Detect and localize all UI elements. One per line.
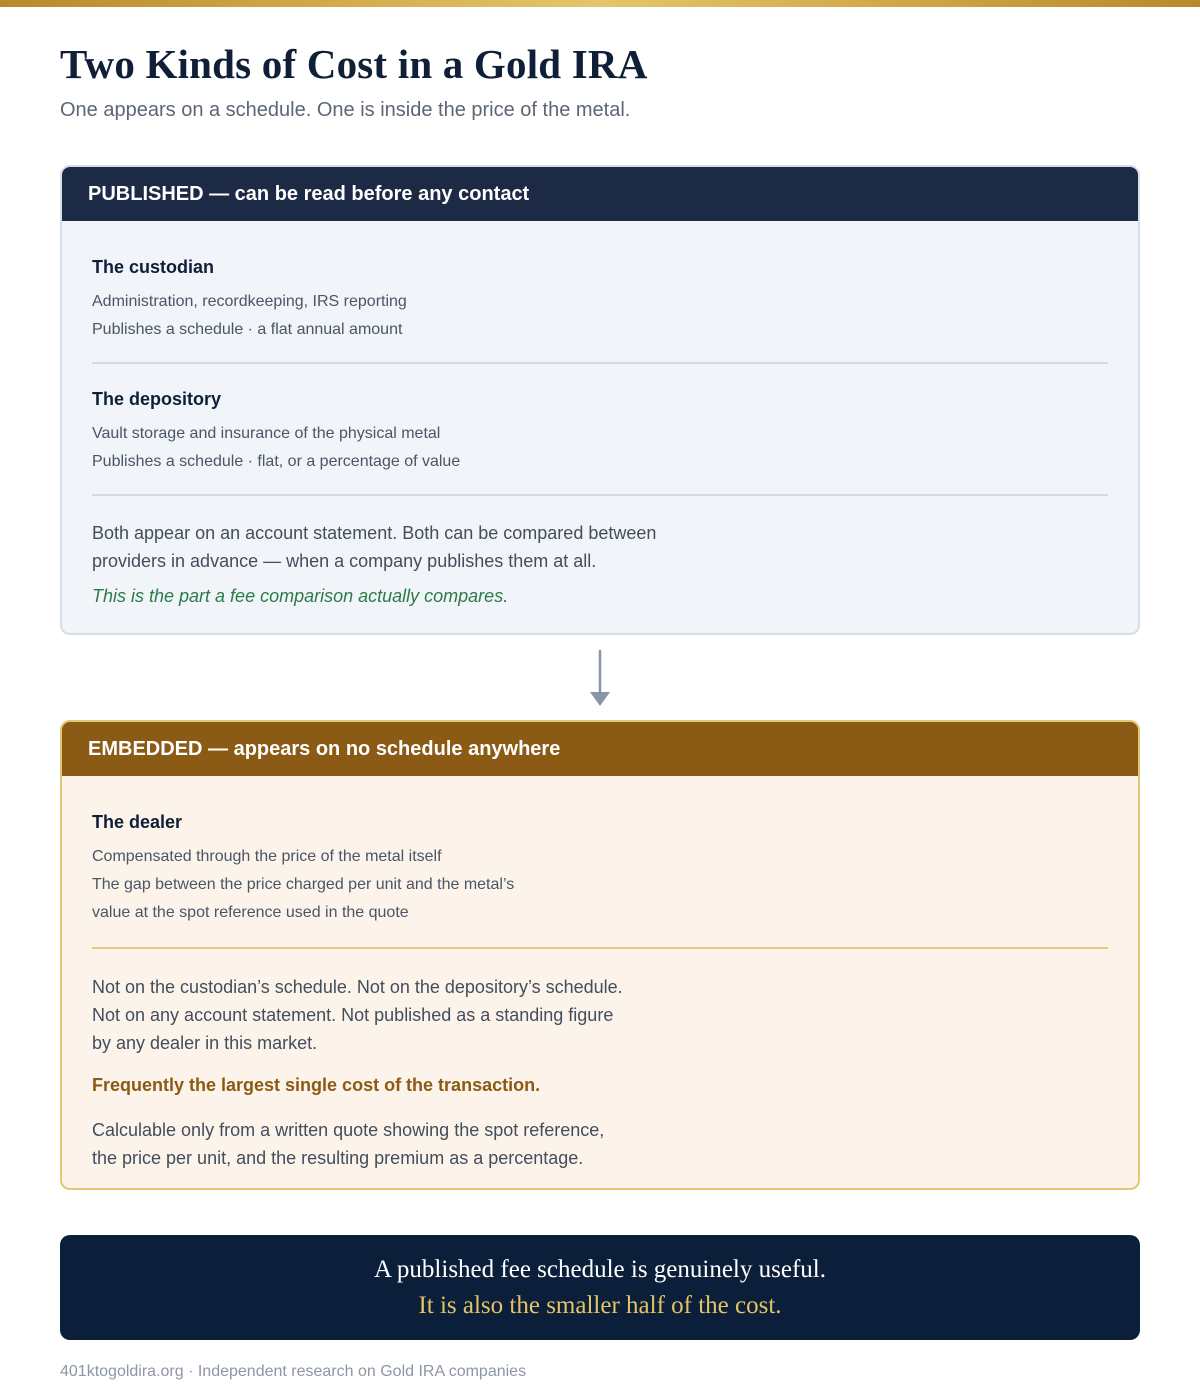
- dealer-line-2: The gap between the price charged per unit and the metal’s: [92, 876, 515, 893]
- dealer-line-1: Compensated through the price of the metal itself: [92, 848, 442, 865]
- site-credit: 401ktogoldira.org · Independent research on Gold IRA companies: [60, 1363, 527, 1380]
- conclusion-line-1: A published fee schedule is genuinely useful.: [374, 1256, 826, 1283]
- embedded-summary-line-2: Not on any account statement. Not published as a standing figure: [92, 1005, 614, 1025]
- depository-line-2: Publishes a schedule · flat, or a percentage of value: [92, 453, 461, 470]
- embedded-note: Frequently the largest single cost of the transaction.: [92, 1075, 541, 1095]
- published-body: [62, 221, 1138, 607]
- embedded-card: [60, 720, 1140, 1190]
- embedded-header: EMBEDDED — appears on no schedule anywhere: [62, 722, 1138, 776]
- conclusion-box: [60, 1235, 1140, 1340]
- page-title: Two Kinds of Cost in a Gold IRA: [60, 41, 648, 87]
- embedded-calc-line-1: Calculable only from a written quote showing the spot reference,: [92, 1120, 605, 1140]
- embedded-summary-line-1: Not on the custodian’s schedule. Not on the depository’s schedule.: [92, 977, 623, 997]
- published-header: PUBLISHED — can be read before any contact: [62, 167, 1138, 221]
- published-summary-line-1: Both appear on an account statement. Both can be compared between: [92, 523, 657, 543]
- depository-name: The depository: [92, 389, 222, 409]
- dealer-section: [92, 776, 1108, 927]
- top-accent-bar: [0, 0, 1200, 7]
- custodian-line-2: Publishes a schedule · a flat annual amount: [92, 321, 403, 338]
- depository-section: [92, 364, 1108, 476]
- embedded-summary-line-3: by any dealer in this market.: [92, 1033, 318, 1053]
- published-note: This is the part a fee comparison actually compares.: [92, 586, 509, 606]
- published-card: [60, 165, 1140, 635]
- page-subtitle: One appears on a schedule. One is inside the price of the metal.: [60, 99, 631, 121]
- custodian-line-1: Administration, recordkeeping, IRS reporting: [92, 293, 407, 310]
- depository-line-1: Vault storage and insurance of the physical metal: [92, 425, 441, 442]
- embedded-calc-line-2: the price per unit, and the resulting premium as a percentage.: [92, 1148, 584, 1168]
- down-arrow-icon: [589, 650, 611, 708]
- dealer-line-3: value at the spot reference used in the quote: [92, 904, 409, 921]
- dealer-name: The dealer: [92, 812, 183, 832]
- custodian-section: [92, 221, 1108, 344]
- conclusion-line-2: It is also the smaller half of the cost.: [418, 1292, 782, 1319]
- embedded-body: [62, 776, 1138, 1172]
- published-summary-line-2: providers in advance — when a company publishes them at all.: [92, 551, 597, 571]
- custodian-name: The custodian: [92, 257, 215, 277]
